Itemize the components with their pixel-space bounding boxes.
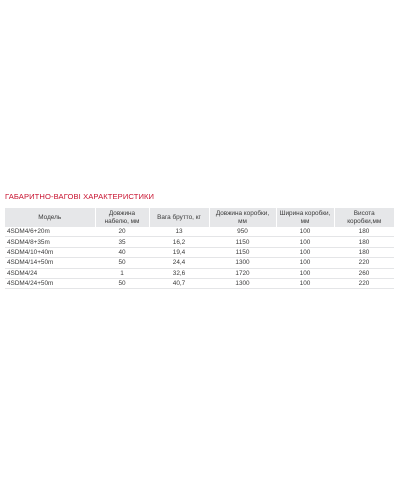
section-title: ГАБАРИТНО-ВАГОВІ ХАРАКТЕРИСТИКИ <box>5 192 155 201</box>
cell-box-length: 1300 <box>209 278 276 288</box>
cell-cable-length: 50 <box>95 278 149 288</box>
cell-box-width: 100 <box>276 268 334 278</box>
table-row <box>5 227 394 237</box>
cell-model: 4SDM4/10+40m <box>5 247 95 257</box>
cell-box-width: 100 <box>276 237 334 247</box>
cell-cable-length: 1 <box>95 268 149 278</box>
cell-box-height: 180 <box>334 227 394 237</box>
table-row <box>5 278 394 288</box>
cell-cable-length: 50 <box>95 258 149 268</box>
header-box-length: Довжина коробки, мм <box>209 208 276 227</box>
cell-box-length: 1300 <box>209 258 276 268</box>
cell-box-height: 220 <box>334 258 394 268</box>
cell-model: 4SDM4/6+20m <box>5 227 95 237</box>
cell-cable-length: 40 <box>95 247 149 257</box>
cell-box-width: 100 <box>276 247 334 257</box>
cell-box-length: 1150 <box>209 237 276 247</box>
cell-cable-length: 20 <box>95 227 149 237</box>
cell-box-width: 100 <box>276 278 334 288</box>
cell-gross-weight: 40,7 <box>149 278 209 288</box>
table-row <box>5 258 394 268</box>
header-model: Модель <box>5 208 95 227</box>
header-gross-weight: Вага брутто, кг <box>149 208 209 227</box>
cell-box-height: 180 <box>334 237 394 247</box>
cell-gross-weight: 24,4 <box>149 258 209 268</box>
cell-box-width: 100 <box>276 258 334 268</box>
table-header-row <box>5 208 394 227</box>
specs-section <box>5 192 394 289</box>
cell-model: 4SDM4/24 <box>5 268 95 278</box>
table-row <box>5 268 394 278</box>
cell-model: 4SDM4/8+35m <box>5 237 95 247</box>
cell-gross-weight: 16,2 <box>149 237 209 247</box>
cell-gross-weight: 19,4 <box>149 247 209 257</box>
cell-cable-length: 35 <box>95 237 149 247</box>
cell-box-length: 1720 <box>209 268 276 278</box>
cell-box-width: 100 <box>276 227 334 237</box>
specs-table <box>5 208 394 289</box>
header-cable-length: Довжина набелю, мм <box>95 208 149 227</box>
cell-model: 4SDM4/14+50m <box>5 258 95 268</box>
cell-gross-weight: 13 <box>149 227 209 237</box>
table-row <box>5 237 394 247</box>
header-box-height: Висота коробки,мм <box>347 209 382 225</box>
cell-box-length: 950 <box>209 227 276 237</box>
cell-gross-weight: 32,6 <box>149 268 209 278</box>
cell-box-height: 180 <box>334 247 394 257</box>
cell-box-length: 1150 <box>209 247 276 257</box>
table-row <box>5 247 394 257</box>
header-box-width: Ширина коробки, мм <box>276 208 334 227</box>
cell-box-height: 260 <box>334 268 394 278</box>
cell-model: 4SDM4/24+50m <box>5 278 95 288</box>
cell-box-height: 220 <box>334 278 394 288</box>
